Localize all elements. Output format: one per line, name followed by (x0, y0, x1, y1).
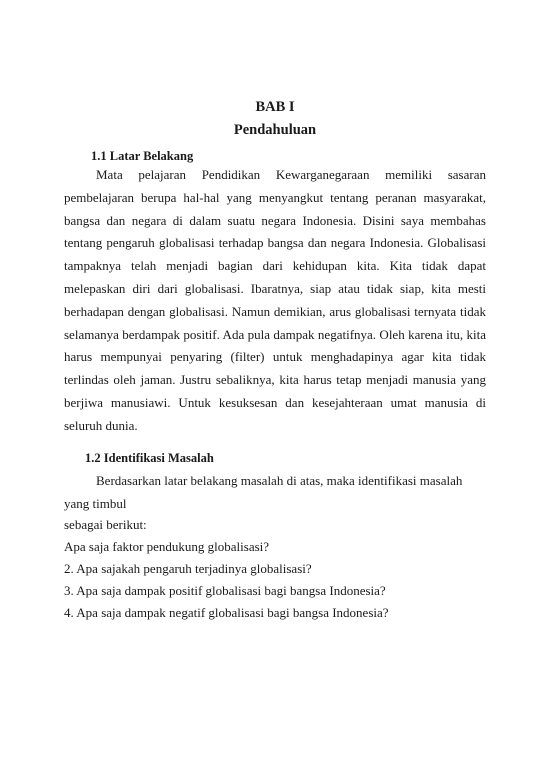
list-item: 2. Apa sajakah pengaruh terjadinya globalisasi? (64, 561, 312, 576)
section-heading-latar-belakang: 1.1 Latar Belakang (91, 149, 194, 163)
list-item: Apa saja faktor pendukung globalisasi? (64, 539, 270, 554)
latar-belakang-paragraph: Mata pelajaran Pendidikan Kewarganegaraan memiliki sasaran pembelajaran berupa hal-hal yang menyangkut tentang peranan masyarakat, bangsa dan negara di dalam suatu negara Indonesia. Disini saya membahas tentang pengaruh globalisasi terhadap bangsa dan negara Indonesia. Globalisasi tampaknya telah menjadi bagian dari kehidupan kita. Kita tidak dapat melepaskan diri dari globalisasi. Ibaratnya, siap atau tidak siap, kita mesti berhadapan dengan globalisasi. Namun demikian, arus globalisasi ternyata tidak selamanya berdampak positif. Ada pula dampak negatifnya. Oleh karena itu, kita harus mempunyai penyaring (filter) untuk menghadapinya agar kita tidak terlindas oleh jaman. Justru sebaliknya, kita harus tetap menjadi manusia yang berjiwa manusiawi. Untuk kesuksesan dan kesejahteraan umat manusia di seluruh dunia. (64, 167, 486, 433)
identifikasi-intro-paragraph: Berdasarkan latar belakang masalah di atas, maka identifikasi masalah yang timbul (64, 473, 463, 511)
chapter-title: Pendahuluan (233, 122, 317, 138)
list-item: 4. Apa saja dampak negatif globalisasi bagi bangsa Indonesia? (64, 605, 389, 620)
chapter-number: BAB I (255, 99, 295, 115)
section-heading-identifikasi-masalah: 1.2 Identifikasi Masalah (85, 451, 214, 465)
list-item: 3. Apa saja dampak positif globalisasi bagi bangsa Indonesia? (64, 583, 386, 598)
identifikasi-intro-continuation: sebagai berikut: (64, 517, 147, 532)
